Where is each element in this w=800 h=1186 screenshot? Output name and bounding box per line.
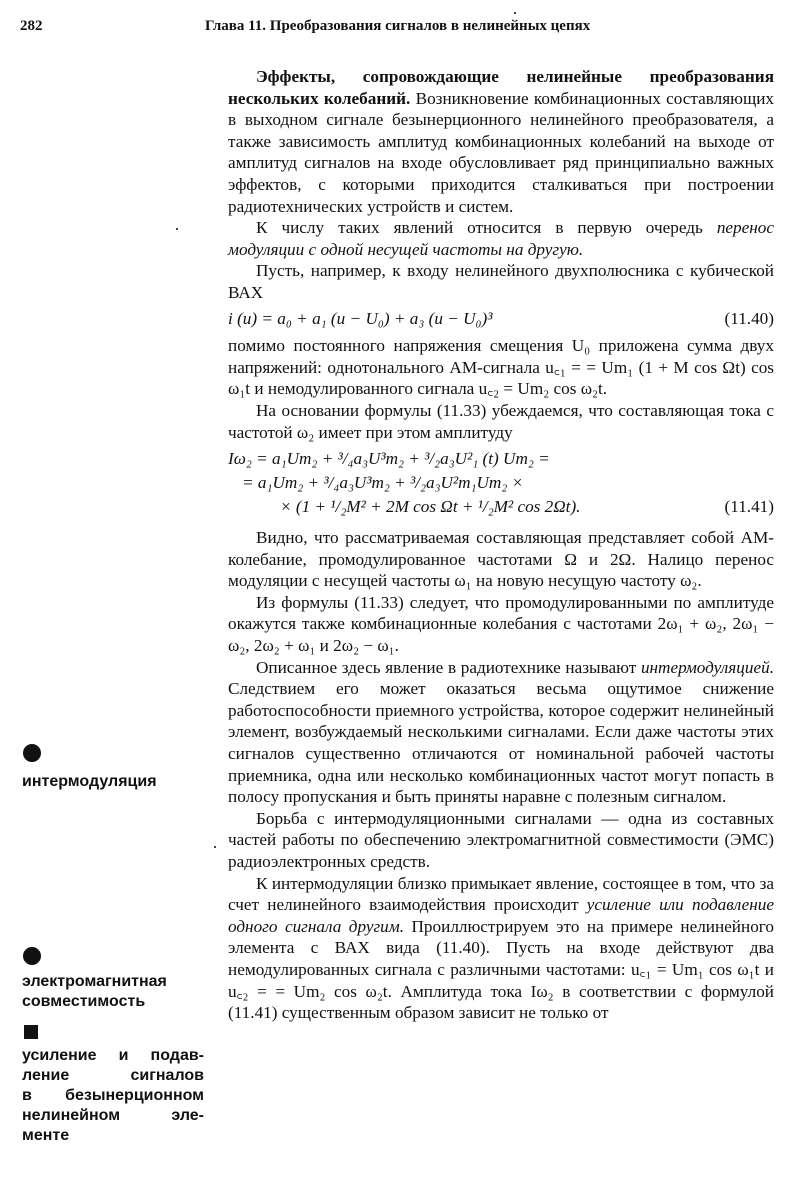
equation-11-41 bbox=[228, 447, 774, 519]
paragraph bbox=[228, 657, 774, 808]
paragraph bbox=[228, 808, 774, 873]
margin-note-line: менте bbox=[22, 1127, 70, 1144]
equation-body: × (1 + ¹/₂M² + 2M cos Ωt + ¹/₂M² cos 2Ωt). bbox=[280, 497, 581, 517]
bullet-square-icon bbox=[24, 1025, 38, 1039]
paragraph bbox=[228, 335, 774, 400]
equation-body: i (u) = a₀ + a₁ (u − U₀) + a₃ (u − U₀)³ bbox=[228, 308, 493, 328]
paragraph-text: Из формулы (11.33) следует, что промодулированными по амплитуде окажутся также комбинационные колебания с частотами 2ω₁ + ω₂, 2ω₁ − ω₂, 2ω₂ + ω₁ и 2ω₂ − ω₁. bbox=[228, 592, 774, 656]
paragraph-text: Проиллюстрируем это на примере нелинейного элемента с ВАХ вида (11.40). Пусть на входе действуют два немодулированных сигнала с различными частотами: u꜀₁ = Um₁ cos ω₁t и u꜀₂ = = Um₂ cos ω₂t. Амплитуда тока Iω₂ в соответствии с формулой (11.41) существенным образом зависит не только от bbox=[228, 916, 775, 1023]
paragraph-text: помимо постоянного напряжения смещения U₀ приложена сумма двух напряжений: однотонального АМ-сигнала u꜀₁ = = Um₁ (1 + M cos Ωt) cos ω₁t и немодулированного сигнала u꜀₂ = Um₂ cos ω₂t. bbox=[228, 336, 774, 399]
equation-body: = a₁Um₂ + ³/₄a₃U³m₂ + ³/₂a₃U²m₁Um₂ × bbox=[242, 473, 524, 493]
equation-line bbox=[228, 471, 774, 495]
paragraph bbox=[228, 217, 774, 260]
margin-note-intermodulation: интермодуляция bbox=[22, 773, 157, 790]
paragraph bbox=[228, 873, 774, 1024]
emphasis: усиление или подавление одного сигнала другим. bbox=[228, 895, 775, 936]
paragraph-text: Возникновение комбинационных составляющих в выходном сигнале безынерционного нелинейного преобразователя, а также зависимость амплитуд комбинационных колебаний на выходе от амплитуд сигналов на входе обусловливает ряд принципиально важных эффектов, с которыми приходится сталкиваться при построении радиотехнических устройств и систем. bbox=[228, 88, 774, 216]
margin-note-line: в безынерционном bbox=[22, 1087, 204, 1104]
margin-note-line: усиление и подав- bbox=[22, 1047, 204, 1064]
paragraph bbox=[228, 66, 774, 217]
paragraph bbox=[228, 400, 774, 443]
page-number: 282 bbox=[20, 18, 43, 34]
paragraph-lead: Эффекты, сопровождающие нелинейные преобразования нескольких колебаний. bbox=[228, 67, 774, 108]
equation-line bbox=[228, 447, 774, 471]
margin-note-line: ление сигналов bbox=[22, 1067, 204, 1084]
paragraph-text: На основании формулы (11.33) убеждаемся, что составляющая тока с частотой ω₂ имеет при этом амплитуду bbox=[228, 400, 774, 442]
margin-note-emc: электромагнитная совместимость bbox=[22, 973, 167, 1010]
paragraph bbox=[228, 592, 774, 657]
bullet-circle-icon bbox=[23, 947, 41, 965]
paragraph-text: К интермодуляции близко примыкает явление, состоящее в том, что за счет нелинейного взаимодействия происходит bbox=[228, 873, 774, 915]
emphasis: перенос модуляции с одной несущей частоты на другую. bbox=[228, 218, 775, 259]
paragraph-text: Пусть, например, к входу нелинейного двухполюсника с кубической ВАХ bbox=[228, 261, 774, 302]
equation-body: Iω₂ = a₁Um₂ + ³/₄a₃U³m₂ + ³/₂a₃U²₁ (t) Um₂ = bbox=[228, 449, 550, 469]
scan-speck bbox=[514, 12, 516, 14]
paragraph-text: К числу таких явлений относится в первую очередь bbox=[256, 218, 703, 238]
paragraph-text: Видно, что рассматриваемая составляющая представляет собой АМ-колебание, промодулированное частотами Ω и 2Ω. Налицо перенос модуляции с несущей частоты ω₁ на новую несущую частоту ω₂. bbox=[228, 528, 774, 591]
margin-note-amplification bbox=[22, 1046, 204, 1146]
running-head: Глава 11. Преобразования сигналов в нелинейных цепях bbox=[205, 18, 591, 34]
paragraph-text: Следствием его может оказаться весьма ощутимое снижение работоспособности приемного устройства, которое содержит нелинейный элемент, возбуждаемый несколькими сигналами. Если даже частоты этих сигналов существенно отличаются от номинальной рабочей частоты приемника, одна или несколько комбинационных частот могут попасть в полосу пропускания и быть приняты наравне с полезным сигналом. bbox=[228, 679, 774, 807]
margin-note-line: нелинейном эле- bbox=[22, 1107, 204, 1124]
scan-speck bbox=[176, 228, 178, 230]
body-text bbox=[228, 66, 774, 1024]
paragraph-text: Описанное здесь явление в радиотехнике называют bbox=[256, 657, 637, 677]
bullet-circle-icon bbox=[23, 744, 41, 762]
equation-11-40 bbox=[228, 308, 774, 330]
paragraph bbox=[228, 260, 774, 303]
equation-number: (11.40) bbox=[724, 308, 774, 328]
equation-line bbox=[228, 495, 774, 519]
equation-number: (11.41) bbox=[724, 497, 774, 517]
scan-speck bbox=[214, 846, 216, 848]
emphasis: интермодуляцией. bbox=[640, 657, 774, 677]
paragraph-text: Борьба с интермодуляционными сигналами — одна из составных частей работы по обеспечению электромагнитной совместимости (ЭМС) радиоэлектронных средств. bbox=[228, 808, 774, 871]
paragraph bbox=[228, 527, 774, 592]
